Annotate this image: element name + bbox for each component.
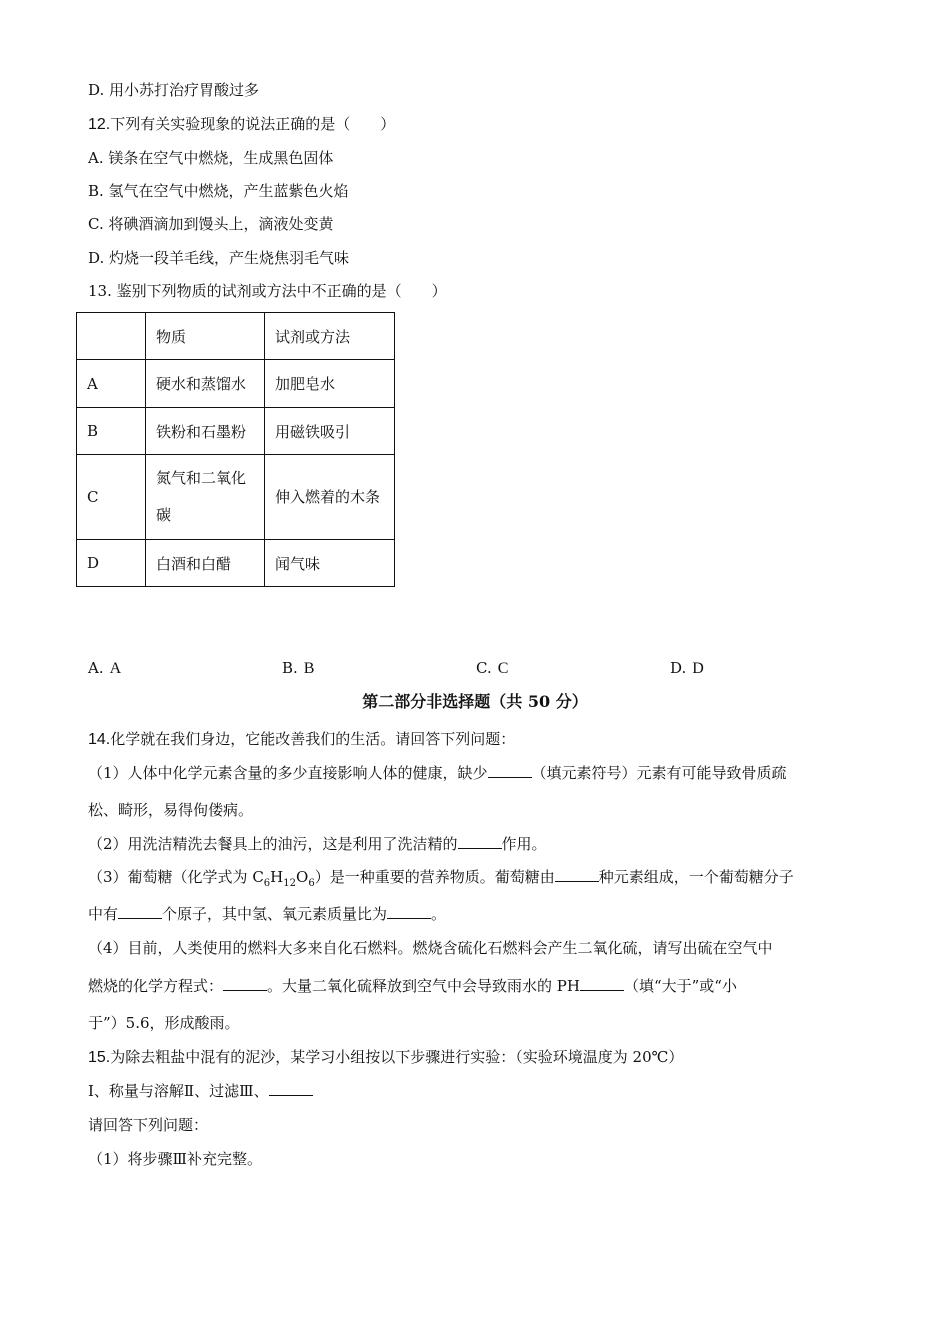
option-letter: D.: [670, 659, 687, 677]
table-cell: 硬水和蒸馏水: [146, 360, 265, 408]
answer-option-b: [282, 658, 314, 679]
q15-stem: [88, 1047, 683, 1068]
q14-part1-cont: 松、畸形，易得佝偻病。: [88, 801, 254, 819]
text: （1）人体中化学元素含量的多少直接影响人体的健康，缺少: [88, 764, 488, 782]
answer-blank[interactable]: [269, 1081, 313, 1096]
table-cell: A: [77, 360, 146, 408]
answer-blank[interactable]: [555, 867, 599, 882]
option-letter: A.: [88, 659, 104, 677]
text: 种元素组成，一个葡萄糖分子: [598, 868, 794, 886]
q14-part2: [88, 834, 547, 854]
q14-part1: [88, 763, 787, 783]
text: O: [296, 868, 309, 886]
table-cell: 用磁铁吸引: [265, 408, 395, 455]
table-cell: C: [77, 455, 146, 540]
question-text: 化学就在我们身边，它能改善我们的生活。请回答下列问题：: [110, 730, 516, 748]
table-row: [77, 540, 395, 587]
table-cell: D: [77, 540, 146, 587]
q12-option-b: B. 氢气在空气中燃烧，产生蓝紫色火焰: [88, 182, 349, 200]
table-cell: [77, 313, 146, 360]
option-value: C: [497, 660, 509, 677]
text: （填“大于”或“小: [623, 977, 737, 995]
q12-option-a: A. 镁条在空气中燃烧，生成黑色固体: [88, 149, 334, 167]
text: 个原子，其中氢、氧元素质量比为: [162, 905, 388, 923]
answer-blank[interactable]: [458, 834, 502, 849]
question-text: 为除去粗盐中混有的泥沙，某学习小组按以下步骤进行实验：（实验环境温度为 20℃）: [110, 1048, 684, 1066]
subscript: 6: [308, 878, 315, 889]
subscript: 6: [263, 878, 271, 889]
answer-blank[interactable]: [580, 976, 624, 991]
text: 燃烧的化学方程式：: [88, 977, 224, 995]
option-letter: C.: [476, 659, 492, 677]
text: 中有: [88, 905, 119, 923]
answer-blank[interactable]: [223, 976, 267, 991]
table-cell: 闻气味: [265, 540, 395, 587]
text: 。大量二氧化硫释放到空气中会导致雨水的 PH: [267, 977, 580, 995]
table-header: 试剂或方法: [265, 313, 395, 360]
table-cell: 氮气和二氧化碳: [146, 455, 265, 540]
table-row: [77, 360, 395, 408]
option-letter: B.: [282, 659, 298, 677]
table-cell: 铁粉和石墨粉: [146, 408, 265, 455]
q11-option-d: D. 用小苏打治疗胃酸过多: [88, 81, 260, 99]
option-value: B: [303, 660, 315, 677]
q12-option-c: C. 将碘酒滴加到馒头上，滴液处变黄: [88, 215, 334, 233]
q12-stem: [88, 114, 395, 135]
text: （填元素符号）元素有可能导致骨质疏: [531, 764, 787, 782]
answer-blank[interactable]: [488, 763, 532, 778]
identification-table: [76, 312, 395, 587]
answer-option-a: [88, 658, 121, 679]
q14-part4-cont: [88, 976, 737, 996]
table-row: [77, 313, 395, 360]
option-value: D: [692, 660, 704, 677]
text: ）是一种重要的营养物质。葡萄糖由: [314, 868, 555, 886]
table-row: [77, 408, 395, 455]
option-value: A: [109, 660, 122, 677]
answer-option-d: [670, 658, 704, 679]
question-number: 12.: [88, 116, 111, 133]
q14-part3: [88, 867, 794, 894]
q13-stem: 13. 鉴别下列物质的试剂或方法中不正确的是（ ）: [88, 282, 447, 300]
section-title: 第二部分非选择题（共 50 分）: [362, 692, 588, 711]
question-text: 下列有关实验现象的说法正确的是（ ）: [110, 115, 396, 133]
q14-part3-cont: [88, 904, 446, 924]
table-cell: 伸入燃着的木条: [265, 455, 395, 540]
answer-blank[interactable]: [118, 904, 162, 919]
table-cell: 白酒和白醋: [146, 540, 265, 587]
text: （3）葡萄糖（化学式为 C: [88, 868, 264, 886]
q14-stem: [88, 729, 515, 750]
q15-steps: [88, 1081, 313, 1101]
q15-part1: （1）将步骤Ⅲ补充完整。: [88, 1150, 263, 1168]
text: 。: [431, 905, 447, 923]
text: （2）用洗洁精洗去餐具上的油污，这是利用了洗洁精的: [88, 835, 458, 853]
answer-option-c: [476, 658, 508, 679]
q12-option-d: D. 灼烧一段羊毛线，产生烧焦羽毛气味: [88, 249, 350, 267]
q14-part4-end: 于”）5.6，形成酸雨。: [88, 1014, 240, 1032]
table-cell: B: [77, 408, 146, 455]
answer-blank[interactable]: [387, 904, 431, 919]
text: 作用。: [501, 835, 547, 853]
text: Ⅰ、称量与溶解Ⅱ、过滤Ⅲ、: [88, 1082, 269, 1100]
question-number: 14.: [88, 731, 111, 748]
question-number: 15.: [88, 1049, 111, 1066]
q14-part4: （4）目前，人类使用的燃料大多来自化石燃料。燃烧含硫化石燃料会产生二氧化硫，请写出硫在空气中: [88, 939, 773, 957]
text: H: [270, 868, 284, 886]
table-row: [77, 455, 395, 540]
subscript: 12: [283, 878, 296, 889]
table-cell: 加肥皂水: [265, 360, 395, 408]
q15-prompt: 请回答下列问题：: [88, 1116, 209, 1134]
table-header: 物质: [146, 313, 265, 360]
